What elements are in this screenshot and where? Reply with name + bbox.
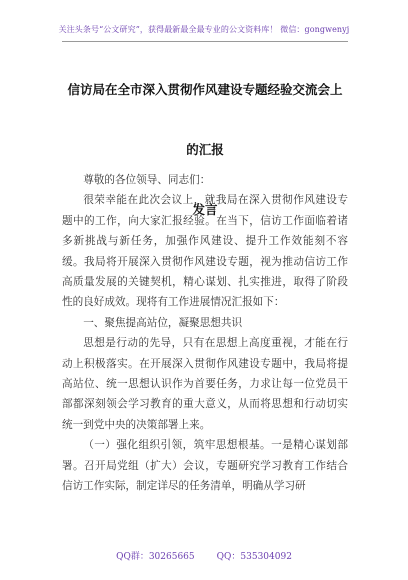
title-line-1: 信访局在全市深入贯彻作风建设专题经验交流会上的汇报	[67, 82, 343, 157]
footer-qq: QQ：535304092	[216, 552, 292, 562]
header-divider	[62, 41, 348, 42]
paragraph-section-1: 思想是行动的先导，只有在思想上高度重视，才能在行动上积极落实。在开展深入贯彻作风建设专题中，我局将提高站位、统一思想认识作为首要任务，力求让每一位党员干部都深刻领会学习教育的重大意义，从而将思想和行动切实统一到党中央的决策部署上来。	[62, 337, 348, 431]
page-header	[0, 17, 408, 36]
footer-qq-group: QQ群：30265665	[116, 552, 195, 562]
page-footer	[0, 551, 408, 563]
title-line-2: 发言	[192, 202, 218, 217]
header-banner: 关注头条号“公文研究”，获得最新最全最专业的公文资料库！ 微信：gongwenyj	[58, 25, 350, 34]
salutation: 尊敬的各位领导、同志们：	[83, 174, 211, 186]
paragraph-intro: 很荣幸能在此次会议上，就我局在深入贯彻作风建设专题中的工作，向大家汇报经验。在当下，信访工作面临着诸多新挑战与新任务，加强作风建设、提升工作效能刻不容缓。我局将开展深入贯彻作风建设专题，视为推动信访工作高质量发展的关键契机，精心谋划、扎实推进，取得了阶段性的良好成效。现将有工作进展情况汇报如下：	[62, 194, 348, 309]
paragraph-subsection-1: （一）强化组织引领，筑牢思想根基。一是精心谋划部署。召开局党组（扩大）会议，专题研究学习教育工作结合信访工作实际，制定详尽的任务清单，明确从学习研	[62, 439, 348, 493]
document-body	[62, 170, 348, 497]
section-heading-1: 一、聚焦提高站位，凝聚思想共识	[83, 316, 243, 329]
